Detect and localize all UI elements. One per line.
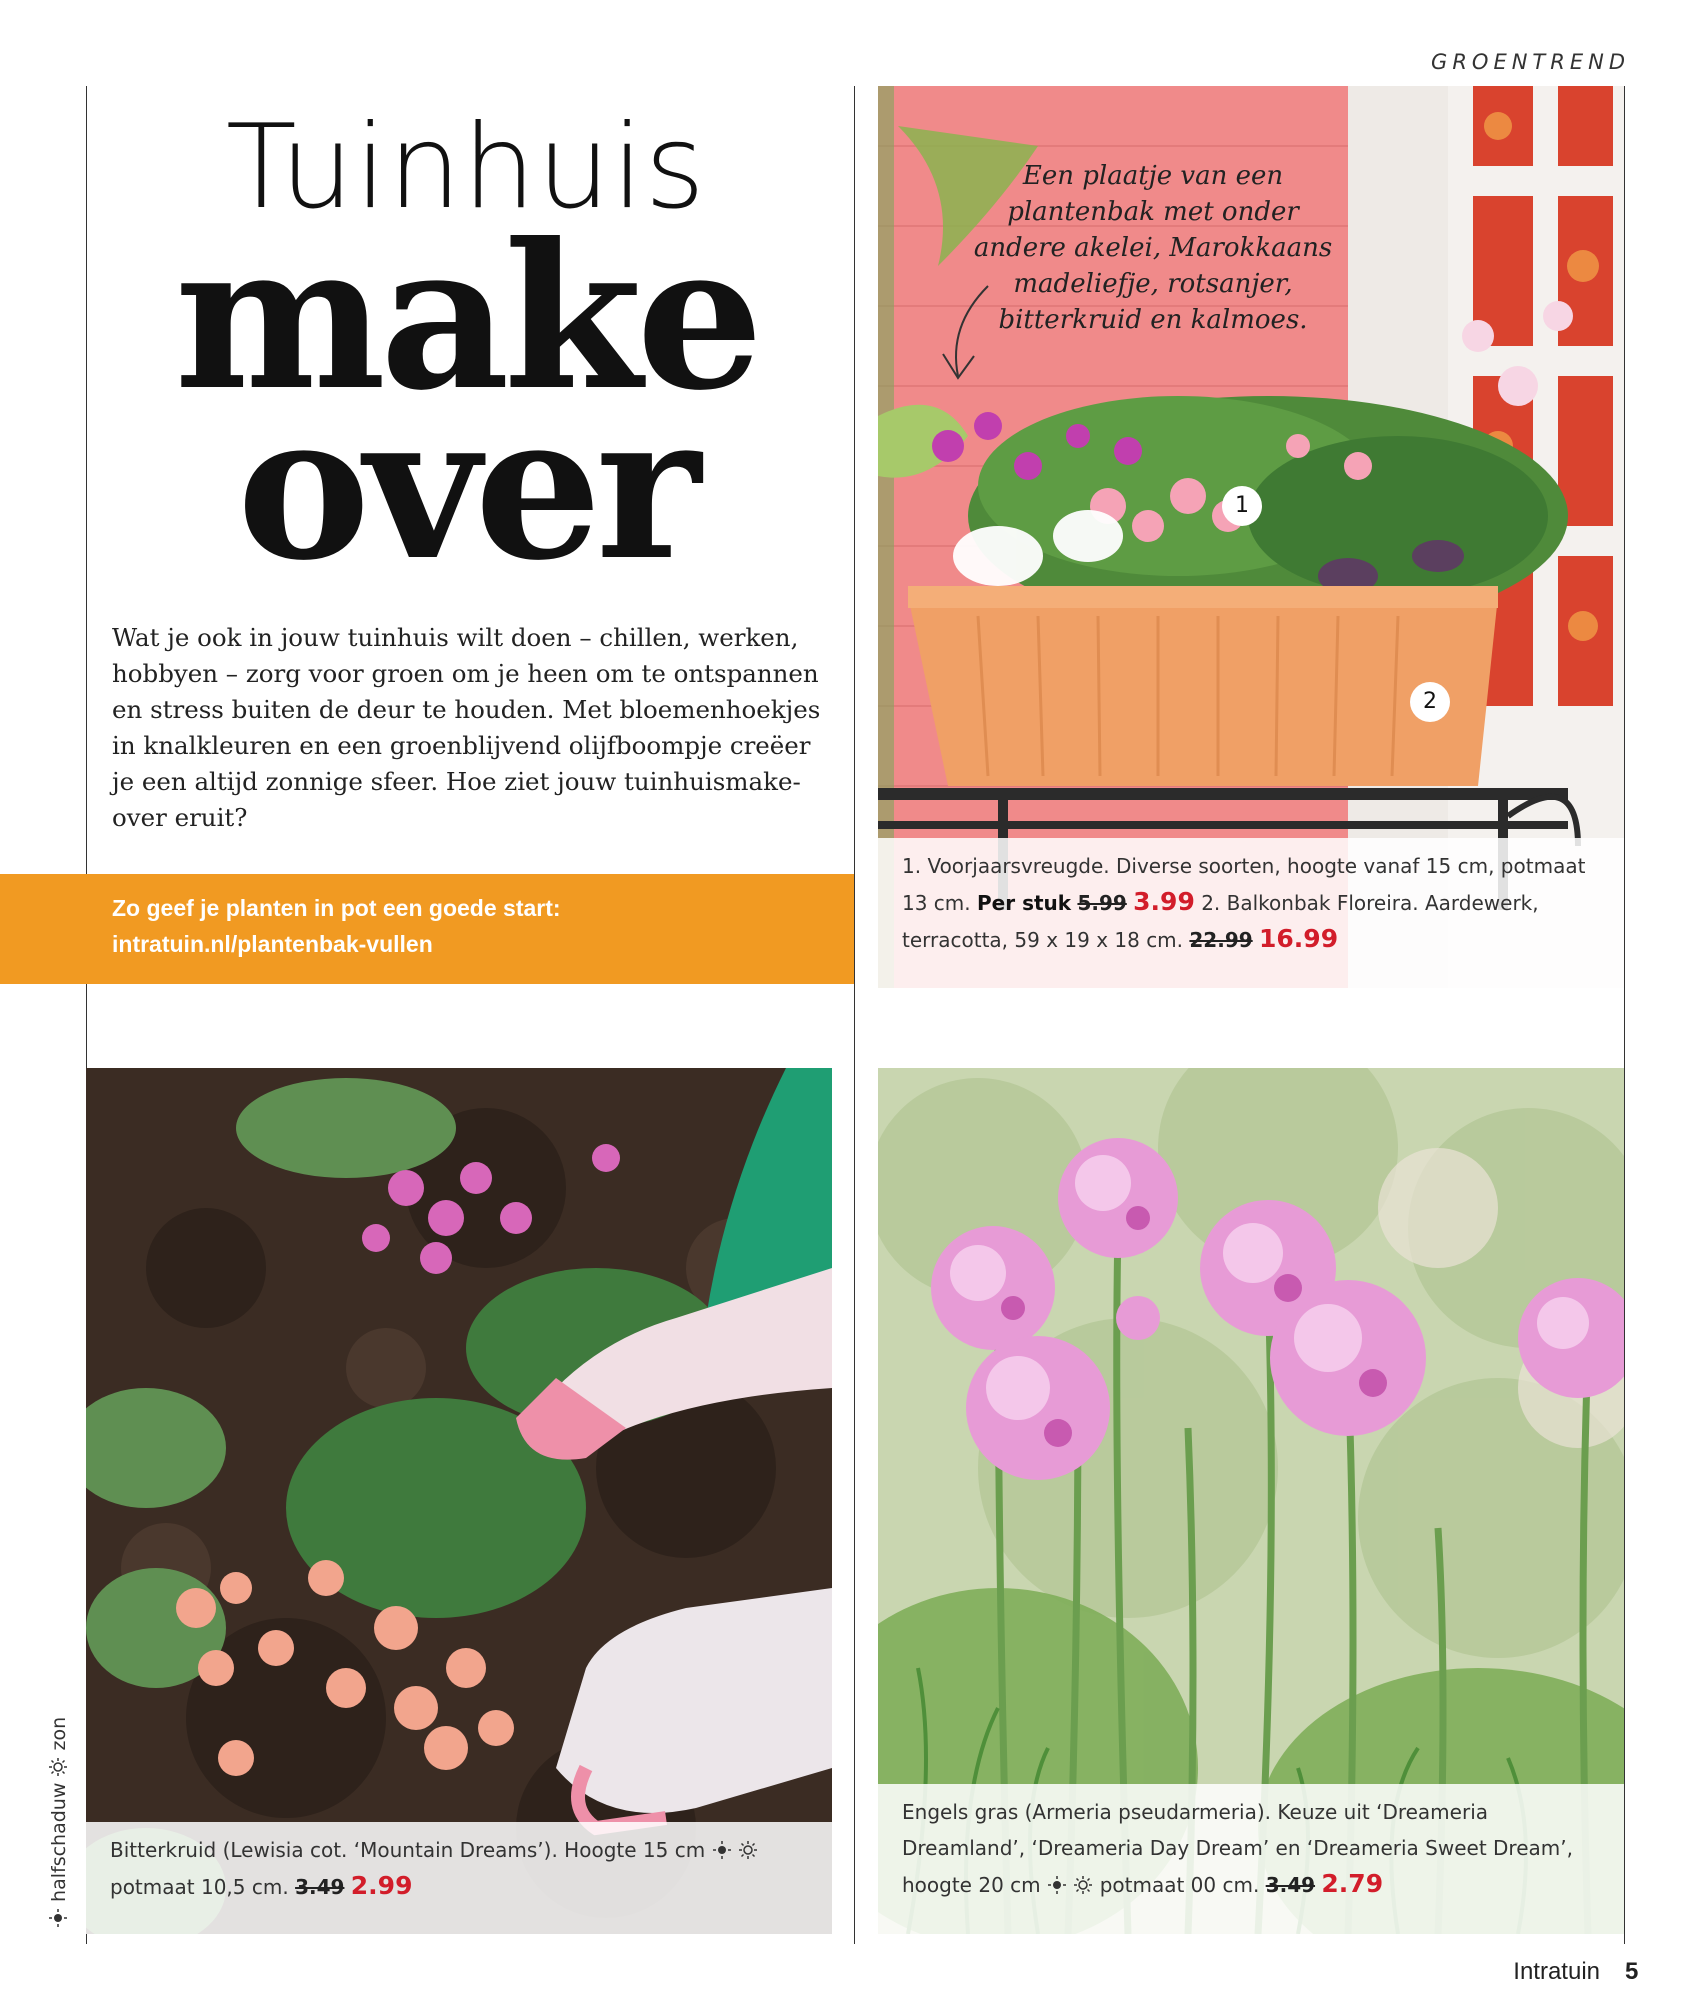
planting-illustration	[86, 1068, 832, 1934]
legend-halfschaduw: halfschaduw	[48, 1782, 70, 1902]
old-price-2: 22.99	[1189, 928, 1253, 952]
column-rule-right	[1624, 86, 1625, 1944]
intro-paragraph: Wat je ook in jouw tuinhuis wilt doen – chillen, werken, hobbyen – zorg voor groen om je heen om te ontspannen en stress buiten de deur te houden. Met bloemenhoekjes in knalkleuren en een groenblijvend olijfboompje creëer je een altijd zonnige sfeer. Hoe ziet jouw tuinhuismake-over eruit?	[112, 623, 821, 832]
product-1-description: 1. Voorjaarsvreugde. Diverse soorten, hoogte vanaf 15 cm, potmaat 13 cm.	[902, 854, 1586, 915]
lewisia-old-price: 3.49	[295, 1875, 345, 1899]
per-stuk-label: Per stuk	[977, 891, 1072, 915]
half-shade-icon	[48, 1908, 68, 1928]
lewisia-description: Bitterkruid (Lewisia cot. ‘Mountain Dreams’). Hoogte 15 cm	[110, 1838, 706, 1862]
promo-line-1: Zo geef je planten in pot een goede start:	[112, 895, 561, 921]
title-line-1: Tuinhuis	[225, 100, 707, 235]
photo-overlay-text: Een plaatje van een plantenbak met onder andere akelei, Marokkaans madeliefje, rotsanjer, bitterkruid en kalmoes.	[973, 161, 1333, 335]
photo1-caption	[878, 838, 1624, 988]
armeria-description: Engels gras (Armeria pseudarmeria). Keuze uit ‘Dreameria Dreamland’, ‘Dreameria Day Dream’ en ‘Dreameria Sweet Dream’, hoogte 20 cm	[902, 1800, 1573, 1897]
armeria-old-price: 3.49	[1265, 1873, 1316, 1897]
photo-planting-lewisia	[86, 1068, 832, 1934]
promo-link[interactable]: intratuin.nl/plantenbak-vullen	[112, 931, 433, 957]
lewisia-new-price: 2.99	[350, 1871, 413, 1900]
armeria-new-price: 2.79	[1321, 1869, 1384, 1898]
column-rule-middle	[854, 86, 855, 1944]
product-marker-2: 2	[1410, 682, 1450, 722]
old-price-1: 5.99	[1077, 891, 1127, 915]
footer-brand: Intratuin	[1513, 1958, 1600, 1985]
new-price-2: 16.99	[1259, 924, 1339, 953]
product-marker-1: 1	[1222, 486, 1262, 526]
photo3-caption	[878, 1784, 1624, 1934]
new-price-1: 3.99	[1133, 887, 1195, 916]
armeria-potsize: potmaat 00 cm.	[1099, 1873, 1260, 1897]
sun-icon	[738, 1840, 758, 1860]
legend-zon: zon	[48, 1716, 70, 1751]
page-number: 5	[1625, 1958, 1639, 1985]
photo2-caption	[86, 1822, 832, 1934]
title-line-3: over	[236, 370, 696, 605]
half-shade-icon	[1047, 1875, 1067, 1895]
promo-text	[112, 890, 812, 962]
sun-icon	[48, 1757, 68, 1777]
product-2-description: 2. Balkonbak Floreira. Aardewerk, terracotta, 59 x 19 x 18 cm.	[902, 891, 1539, 952]
sun-icon	[1073, 1875, 1093, 1895]
half-shade-icon	[712, 1840, 732, 1860]
lewisia-potsize: potmaat 10,5 cm.	[110, 1875, 289, 1899]
section-label: GROENTREND	[1431, 50, 1630, 74]
light-legend	[48, 1717, 70, 1928]
title-line-2: make	[174, 200, 758, 435]
